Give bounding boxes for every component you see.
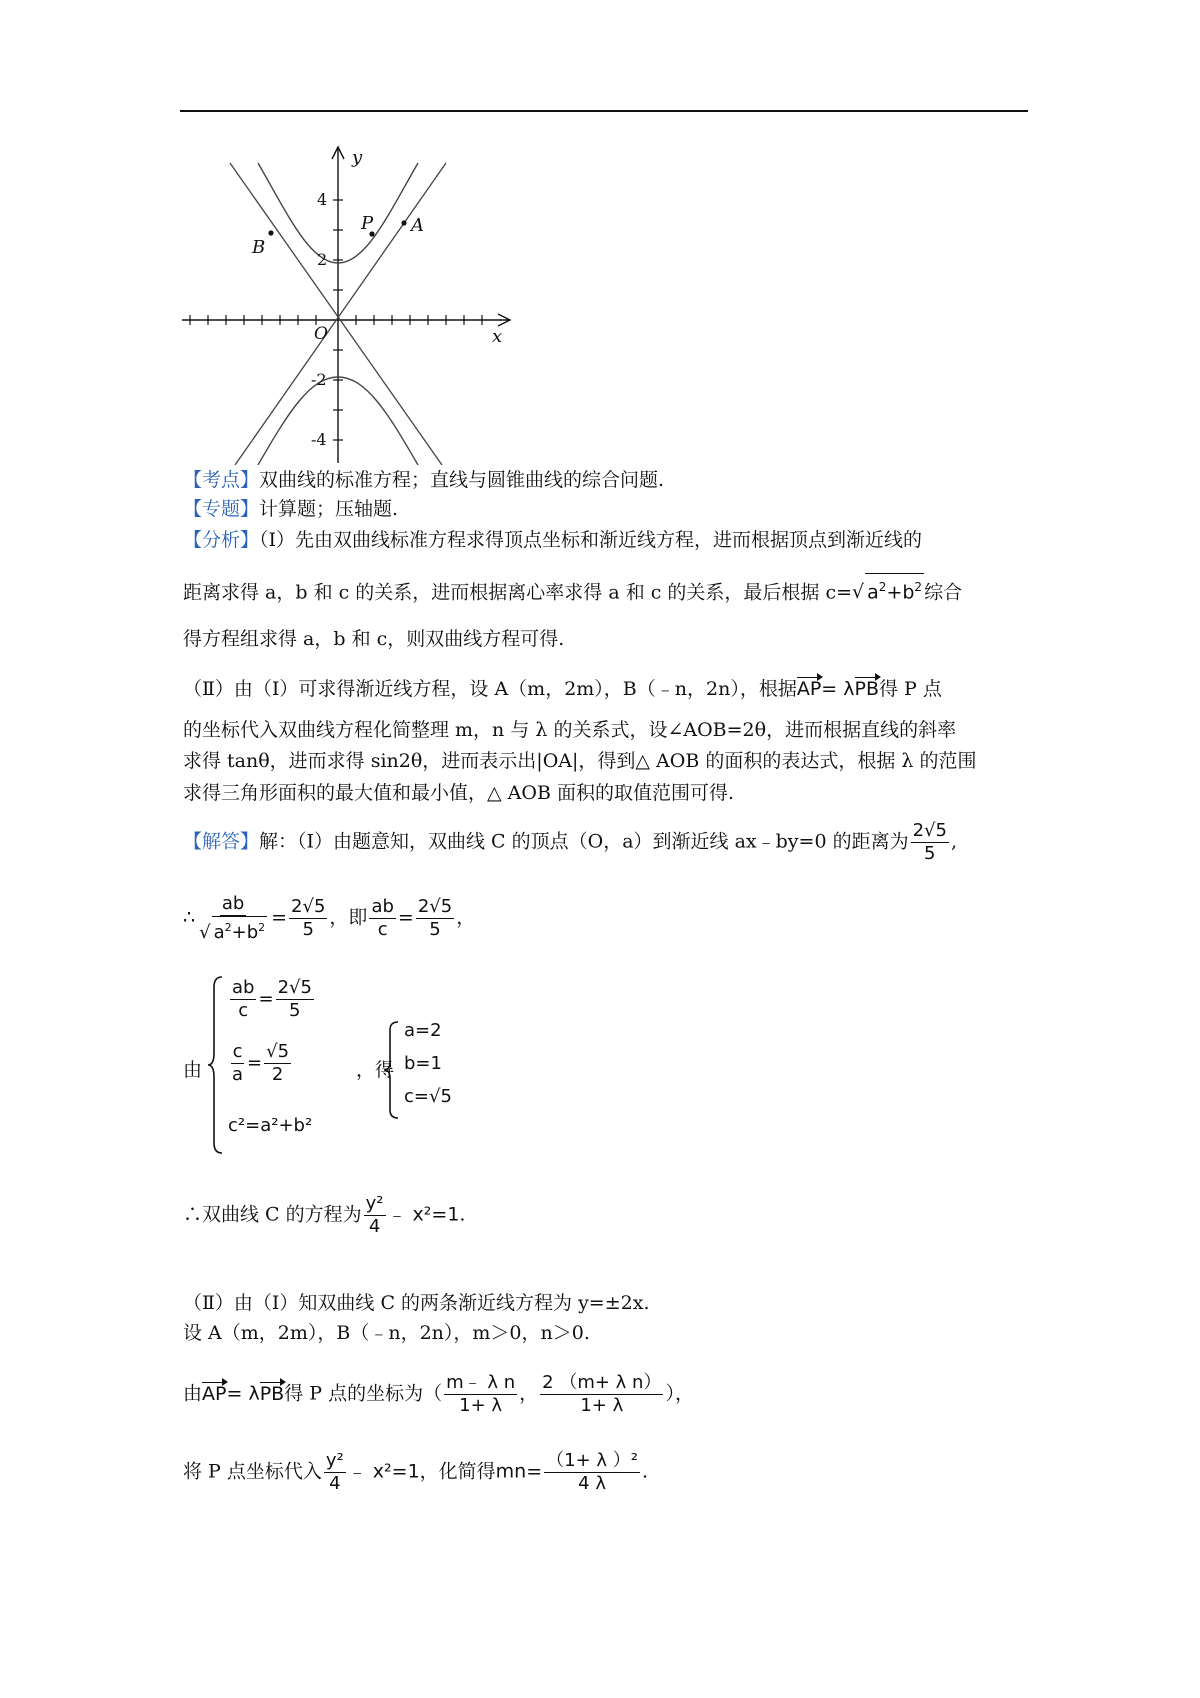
hyperbola-figure: [180, 145, 520, 465]
you-label: 由: [183, 1059, 203, 1081]
asymptote-1: [230, 163, 442, 465]
fenxi-text-4b: 得 P 点: [879, 678, 942, 700]
p2-line-4: 将 P 点坐标代入 $\frac{\text{y²}}{4}$ ﹣ x²=1，化简得mn= $\frac{\text{（1+ λ ）²}}{4 \lambda}$ .: [183, 1450, 649, 1494]
jieda-tag: 【解答】: [183, 830, 260, 853]
zhuanti-text: 计算题；压轴题.: [259, 498, 399, 520]
frac-2rt5-5: $\frac{2√5}{5}$: [912, 820, 947, 864]
label-origin: O: [314, 324, 328, 344]
p2-line-1: （Ⅱ）由（Ⅰ）知双曲线 C 的两条渐近线方程为 y=±2x.: [183, 1292, 650, 1314]
eq-lambda: = λ: [821, 678, 855, 700]
kaodian-text: 双曲线的标准方程；直线与圆锥曲线的综合问题.: [259, 469, 665, 491]
vector-AP-2: AP: [202, 1382, 227, 1405]
fenxi-line-7: 求得三角形面积的最大值和最小值，△ AOB 面积的取值范围可得.: [183, 782, 734, 804]
vector-PB: PB: [854, 678, 880, 700]
fenxi-line-6: 求得 tanθ，进而求得 sin2θ，进而表示出|OA|，得到△ AOB 的面积的表达式，根据 λ 的范围: [183, 750, 977, 772]
frac-2rt5-5-c: $\frac{2√5}{5}$: [417, 896, 453, 940]
de-label: ，得: [356, 1059, 395, 1081]
zhuanti-tag: 【专题】: [183, 498, 260, 520]
fenxi-line-2: [183, 573, 962, 605]
asymptote-2: [235, 163, 446, 465]
zhuanti-line: [183, 496, 398, 522]
frac-ab-sqrt: ab √ $a^2+b^2$: [197, 893, 269, 944]
point-A: [401, 220, 406, 225]
label-y-axis: y: [352, 147, 363, 168]
sqrt-a2-b2: √ $a^2+b^2$: [852, 581, 924, 603]
frac-2rt5-5-b: $\frac{2√5}{5}$: [291, 896, 326, 940]
jieda-text-1: 解：（Ⅰ）由题意知，双曲线 C 的顶点（O，a）到渐近线 ax﹣by=0 的距离为: [259, 830, 909, 853]
jieda-line-2: ∴ ab √ $a^2+b^2$ = $\frac{2√5}{5}$ ，即 $\frac{ab}{c}$ = $\frac{2√5}{5}$ ，: [183, 893, 475, 944]
fenxi-text-4a: （Ⅱ）由（Ⅰ）可求得渐近线方程，设 A（m，2m），B（﹣n，2n），根据: [183, 678, 797, 700]
label-point-A: A: [411, 215, 424, 236]
jieda-line-1: 【解答】解：（Ⅰ）由题意知，双曲线 C 的顶点（O，a）到渐近线 ax﹣by=0 的距离为 $\frac{2√5}{5}$ ,: [183, 820, 957, 864]
left-brace: [206, 975, 226, 1155]
fenxi-text-1: （Ⅰ）先由双曲线标准方程求得顶点坐标和渐近线方程，进而根据顶点到渐近线的: [259, 529, 923, 551]
vector-AP: AP: [796, 678, 822, 700]
label-point-P: P: [361, 213, 374, 234]
fenxi-line-4: [183, 676, 942, 702]
p2-line-3: 由AP= λPB得 P 点的坐标为（ $\frac{\text{m﹣ λ n}}{1+ \lambda}$ ， $\frac{\text{2 （m+ λ n）}}{1+ \lambda}$ ），: [183, 1372, 694, 1416]
kaodian-tag: 【考点】: [183, 469, 260, 491]
tick-label-neg2: -2: [311, 370, 327, 389]
fenxi-line-5: 的坐标代入双曲线方程化简整理 m，n 与 λ 的关系式，设∠AOB=2θ，进而根据直线的斜率: [183, 719, 957, 741]
fenxi-text-2a: 距离求得 a，b 和 c 的关系，进而根据离心率求得 a 和 c 的关系，最后根据 c=: [183, 581, 853, 604]
label-point-B: B: [252, 237, 266, 258]
tick-label-neg4: -4: [311, 430, 327, 449]
header-rule: [180, 110, 1028, 112]
tick-label-4: 4: [317, 190, 328, 209]
point-B: [268, 230, 273, 235]
vector-PB-2: PB: [259, 1382, 285, 1405]
p2-line-2: 设 A（m，2m），B（﹣n，2n），m＞0，n＞0.: [183, 1322, 590, 1344]
fenxi-tag: 【分析】: [183, 529, 260, 551]
label-x-axis: x: [492, 326, 503, 347]
equation-system-1: $\frac{ab}{c}$ = $\frac{2√5}{5}$ $\frac{c}{a}$ = $\frac{√5}{2}$ c²=a²+b²: [206, 975, 346, 1155]
left-brace-2: [382, 1020, 402, 1120]
tick-label-2: 2: [317, 250, 328, 269]
fenxi-text-2b: 综合: [924, 581, 963, 604]
kaodian-line: [183, 467, 664, 493]
jieda-conclusion: ∴双曲线 C 的方程为 $\frac{\text{y²}}{4}$ ﹣ x²=1.: [183, 1193, 466, 1237]
therefore-symbol: ∴: [183, 906, 196, 929]
equation-system-2: a=2 b=1 c=√5: [382, 1020, 482, 1120]
fenxi-line-3: 得方程组求得 a，b 和 c，则双曲线方程可得.: [183, 628, 565, 650]
frac-ab-c: $\frac{ab}{c}$: [371, 896, 394, 940]
fenxi-line-1: [183, 527, 922, 553]
